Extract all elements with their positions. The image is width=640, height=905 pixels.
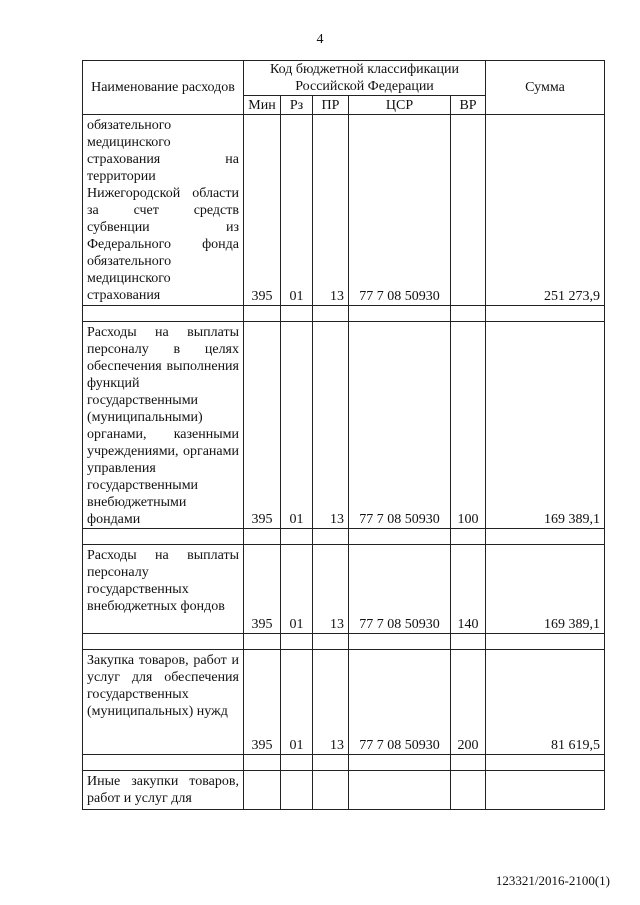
table-row — [83, 322, 605, 529]
row-csr: 77 7 08 50930 — [349, 322, 451, 529]
row-vr: 100 — [451, 322, 486, 529]
row-pr: 13 — [313, 650, 349, 755]
table-row — [83, 650, 605, 755]
header-sum-column: Сумма — [486, 61, 605, 115]
row-sum: 81 619,5 — [486, 650, 605, 755]
budget-table — [82, 60, 605, 810]
table-header-row — [83, 61, 605, 96]
row-sum: 169 389,1 — [486, 322, 605, 529]
page-number: 4 — [316, 32, 324, 47]
header-pr: ПР — [313, 96, 349, 115]
row-csr: 77 7 08 50930 — [349, 115, 451, 306]
table-row — [83, 545, 605, 634]
row-vr: 200 — [451, 650, 486, 755]
row-spacer — [83, 634, 605, 650]
row-csr: 77 7 08 50930 — [349, 545, 451, 634]
row-pr: 13 — [313, 545, 349, 634]
row-pr — [313, 771, 349, 810]
row-min: 395 — [244, 545, 281, 634]
row-description: Закупка товаров, работ и услуг для обеспечения государственных (муниципальных) нужд — [83, 650, 244, 755]
row-sum — [486, 771, 605, 810]
header-vr: ВР — [451, 96, 486, 115]
row-vr — [451, 771, 486, 810]
row-sum: 169 389,1 — [486, 545, 605, 634]
row-rz: 01 — [281, 322, 313, 529]
row-vr: 140 — [451, 545, 486, 634]
row-rz: 01 — [281, 115, 313, 306]
row-spacer — [83, 306, 605, 322]
row-min: 395 — [244, 650, 281, 755]
table-row — [83, 115, 605, 306]
row-csr — [349, 771, 451, 810]
row-min: 395 — [244, 115, 281, 306]
header-min: Мин — [244, 96, 281, 115]
row-rz: 01 — [281, 545, 313, 634]
row-description: Иные закупки товаров, работ и услуг для — [83, 771, 244, 810]
header-code-group: Код бюджетной классификации Российской Федерации — [244, 61, 486, 96]
row-spacer — [83, 755, 605, 771]
row-pr: 13 — [313, 115, 349, 306]
row-rz: 01 — [281, 650, 313, 755]
row-rz — [281, 771, 313, 810]
row-min — [244, 771, 281, 810]
row-description: Расходы на выплаты персоналу в целях обеспечения выполнения функций государственными (муниципальными) органами, казенными учреждениями, органами управления государственными внебюджетными фондами — [83, 322, 244, 529]
row-description: обязательного медицинского страхования на территории Нижегородской области за счет средств субвенции из Федерального фонда обязательного медицинского страхования — [83, 115, 244, 306]
row-description: Расходы на выплаты персоналу государственных внебюджетных фондов — [83, 545, 244, 634]
row-pr: 13 — [313, 322, 349, 529]
document-registration-code: 123321/2016-2100(1) — [495, 873, 610, 888]
table-row — [83, 771, 605, 810]
row-spacer — [83, 529, 605, 545]
header-rz: Рз — [281, 96, 313, 115]
header-name-column: Наименование расходов — [83, 61, 244, 115]
header-csr: ЦСР — [349, 96, 451, 115]
row-sum: 251 273,9 — [486, 115, 605, 306]
row-vr — [451, 115, 486, 306]
row-min: 395 — [244, 322, 281, 529]
row-csr: 77 7 08 50930 — [349, 650, 451, 755]
